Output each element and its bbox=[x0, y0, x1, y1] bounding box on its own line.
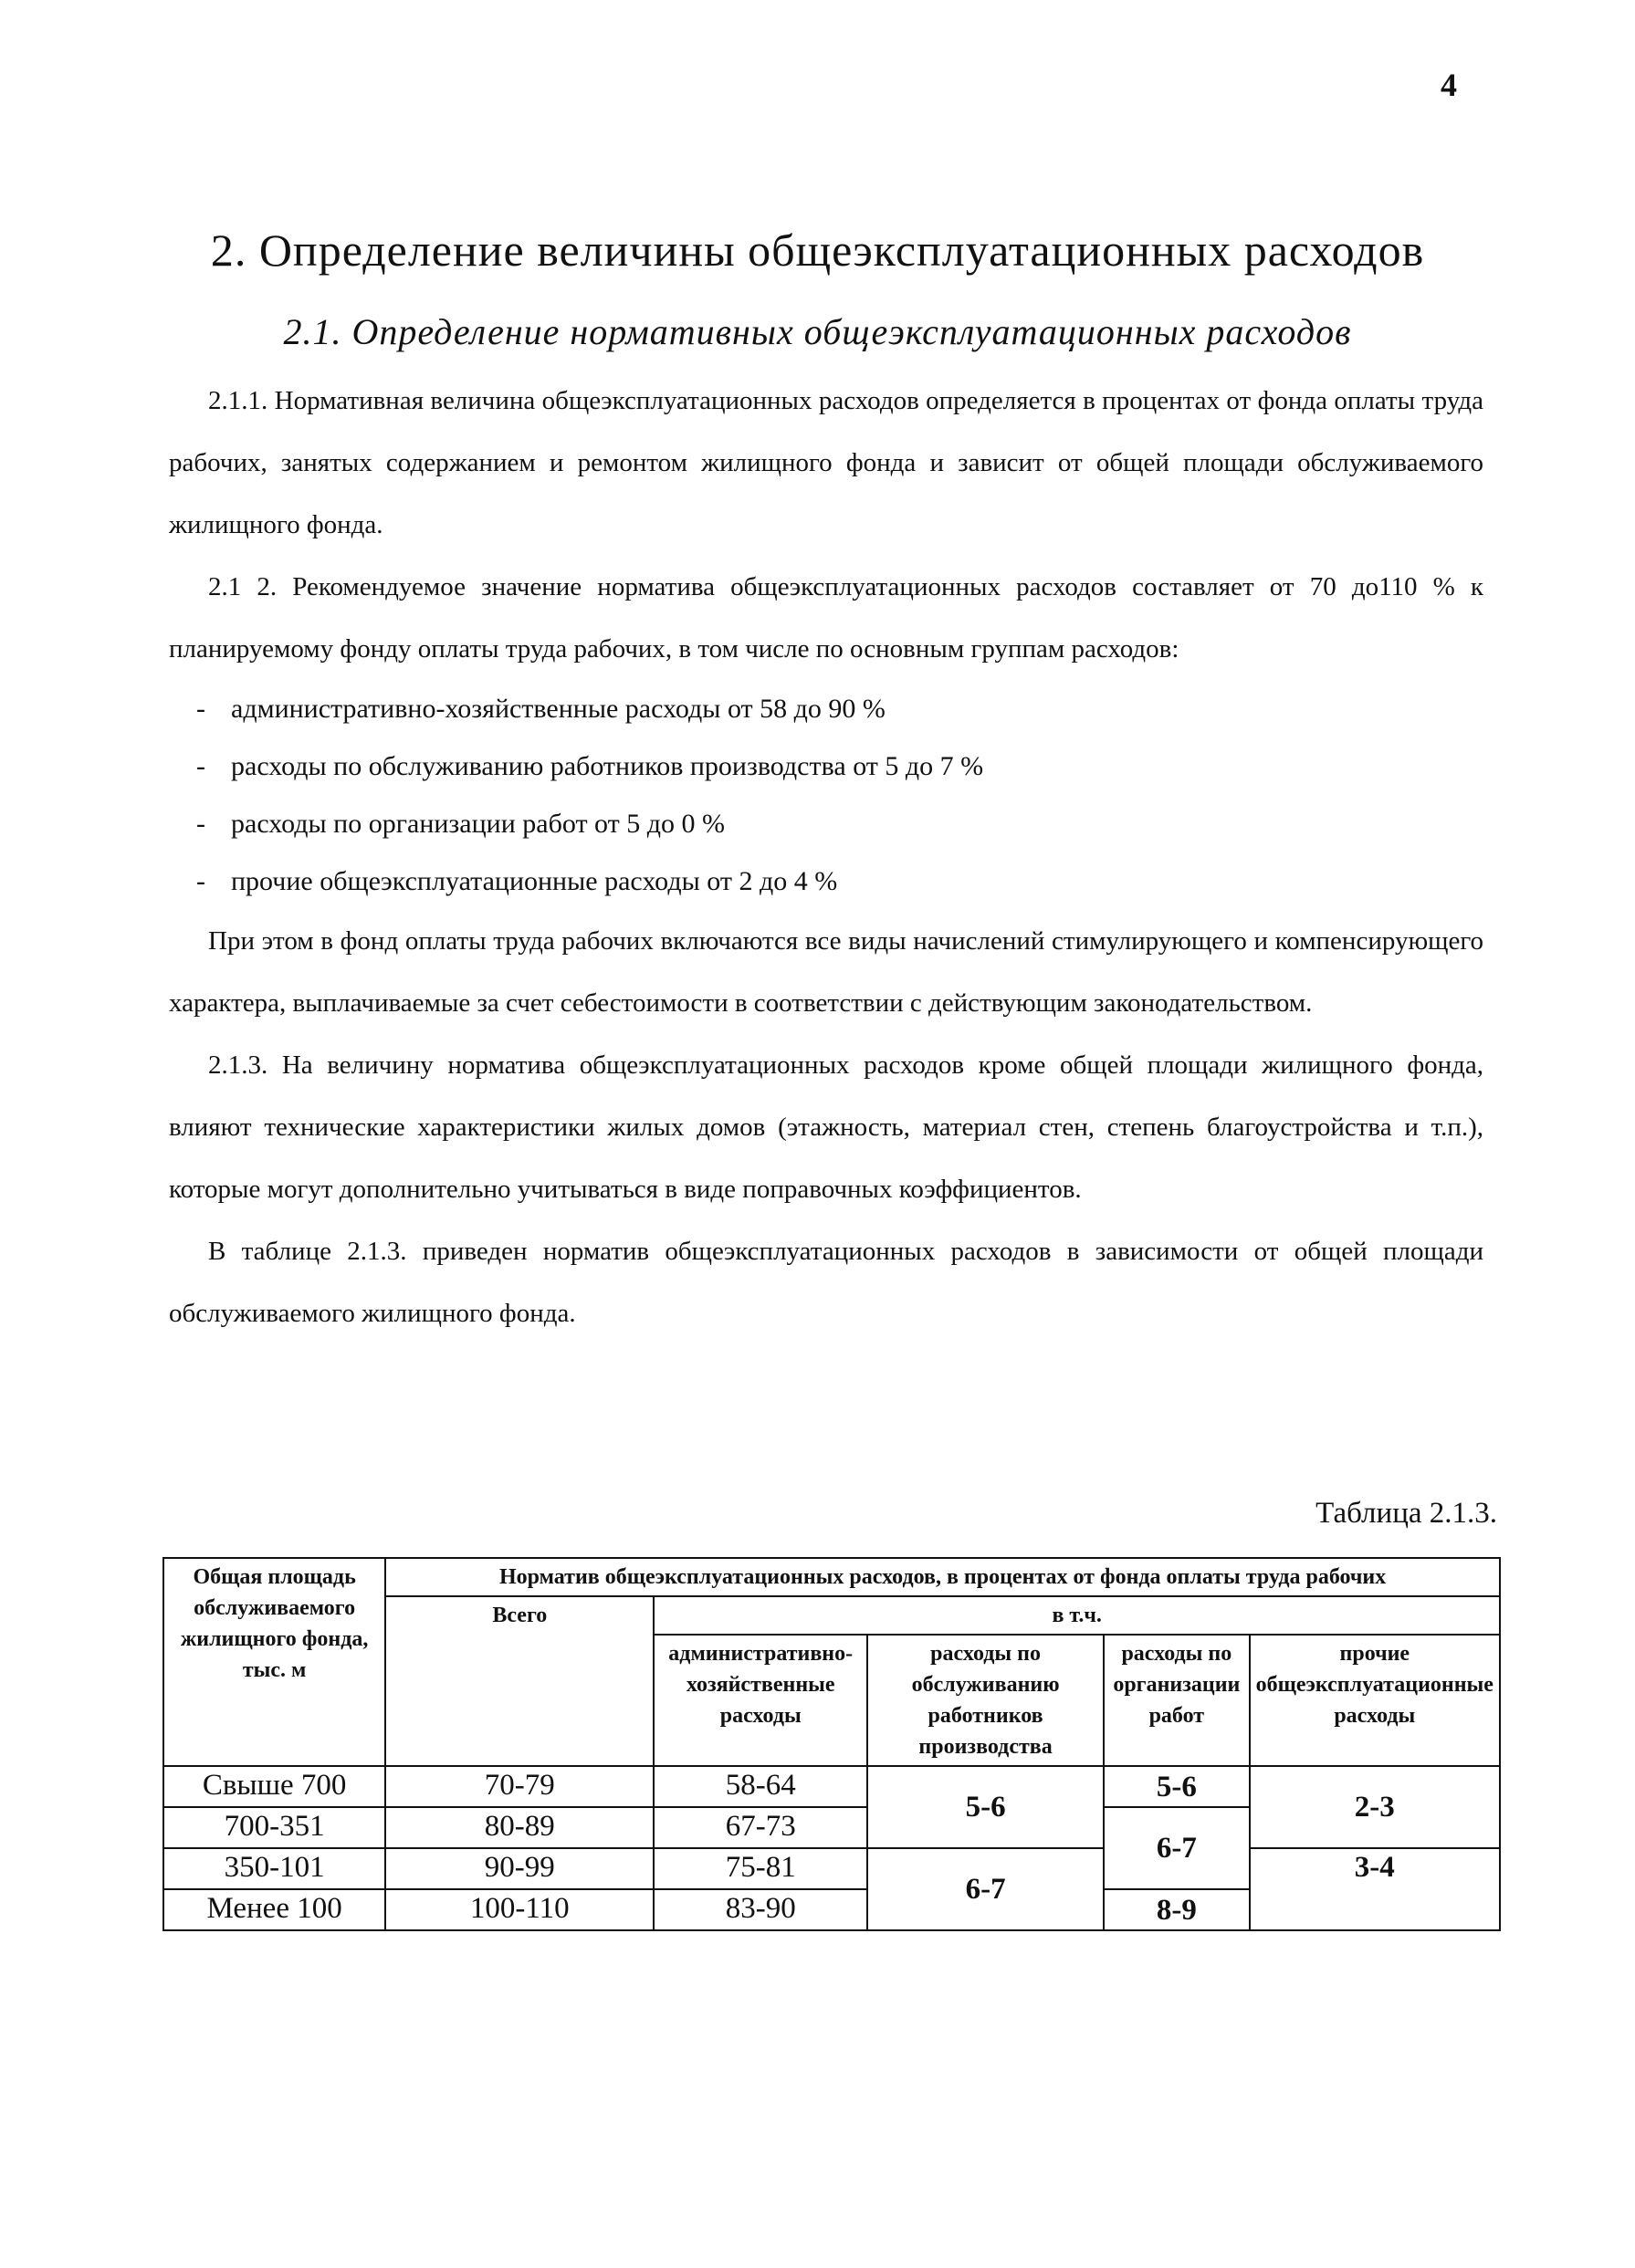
table-header-row bbox=[163, 1558, 1500, 1596]
list-item: - расходы по организации работ от 5 до 0 % bbox=[169, 795, 1483, 852]
cell-other: 3-4 bbox=[1250, 1848, 1500, 1930]
paragraph-2-1-2: 2.1 2. Рекомендуемое значение норматива общеэксплуатационных расходов составляет от 70 до110 % к планируемому фонду оплаты труда рабочих, в том числе по основным группам расходов: bbox=[169, 572, 1483, 664]
paragraph-table-ref: В таблице 2.1.3. приведен норматив общеэксплуатационных расходов в зависимости от общей площади обслуживаемого жилищного фонда. bbox=[169, 1237, 1483, 1328]
expense-groups-list bbox=[169, 680, 1483, 910]
header-org: расходы по организации работ bbox=[1104, 1635, 1250, 1766]
table-row bbox=[163, 1766, 1500, 1807]
cell-area: 350-101 bbox=[163, 1848, 385, 1889]
table-row bbox=[163, 1848, 1500, 1889]
paragraph-2-1-1: 2.1.1. Нормативная величина общеэксплуатационных расходов определяется в процентах от фонда оплаты труда рабочих, занятых содержанием и ремонтом жилищного фонда и зависит от общей площади обслуживаемого жилищного фонда. bbox=[169, 386, 1483, 539]
cell-total: 100-110 bbox=[385, 1889, 654, 1930]
header-total: Всего bbox=[385, 1596, 654, 1766]
header-admin: административно-хозяйственные расходы bbox=[654, 1635, 867, 1766]
cell-total: 90-99 bbox=[385, 1848, 654, 1889]
header-other: прочие общеэксплуатационные расходы bbox=[1250, 1635, 1500, 1766]
cell-total: 70-79 bbox=[385, 1766, 654, 1807]
cell-area: 700-351 bbox=[163, 1807, 385, 1848]
paragraph-payroll: При этом в фонд оплаты труда рабочих включаются все виды начислений стимулирующего и компенсирующего характера, выплачиваемые за счет себестоимости в соответствии с действующим законодательством. bbox=[169, 926, 1483, 1018]
page-number: 4 bbox=[1441, 67, 1457, 103]
norms-table bbox=[162, 1557, 1501, 1931]
body-text bbox=[169, 370, 1483, 1344]
cell-admin: 58-64 bbox=[654, 1766, 867, 1807]
header-incl: в т.ч. bbox=[654, 1596, 1500, 1635]
cell-area: Менее 100 bbox=[163, 1889, 385, 1930]
cell-org: 8-9 bbox=[1104, 1889, 1250, 1930]
section-title: 2. Определение величины общеэксплуатационных расходов bbox=[210, 225, 1425, 276]
paragraph-2-1-3: 2.1.3. На величину норматива общеэксплуатационных расходов кроме общей площади жилищного фонда, влияют технические характеристики жилых домов (этажность, материал стен, степень благоустройства и т.п.), которые могут дополнительно учитываться в виде поправочных коэффициентов. bbox=[169, 1050, 1483, 1204]
cell-other: 2-3 bbox=[1250, 1766, 1500, 1848]
cell-admin: 67-73 bbox=[654, 1807, 867, 1848]
cell-service: 6-7 bbox=[867, 1848, 1104, 1930]
list-item: - прочие общеэксплуатационные расходы от 2 до 4 % bbox=[169, 852, 1483, 910]
cell-total: 80-89 bbox=[385, 1807, 654, 1848]
header-group: Норматив общеэксплуатационных расходов, в процентах от фонда оплаты труда рабочих bbox=[385, 1558, 1500, 1596]
list-item: - расходы по обслуживанию работников производства от 5 до 7 % bbox=[169, 737, 1483, 795]
table-caption: Таблица 2.1.3. bbox=[1315, 1497, 1497, 1530]
header-area: Общая площадь обслуживаемого жилищного фонда, тыс. м bbox=[163, 1558, 385, 1766]
cell-area: Свыше 700 bbox=[163, 1766, 385, 1807]
header-service: расходы по обслуживанию работников производства bbox=[867, 1635, 1104, 1766]
cell-admin: 75-81 bbox=[654, 1848, 867, 1889]
cell-org: 5-6 bbox=[1104, 1766, 1250, 1807]
cell-service: 5-6 bbox=[867, 1766, 1104, 1848]
cell-org: 6-7 bbox=[1104, 1807, 1250, 1889]
list-item: - административно-хозяйственные расходы от 58 до 90 % bbox=[169, 680, 1483, 737]
cell-admin: 83-90 bbox=[654, 1889, 867, 1930]
subsection-title: 2.1. Определение нормативных общеэксплуатационных расходов bbox=[283, 311, 1352, 352]
